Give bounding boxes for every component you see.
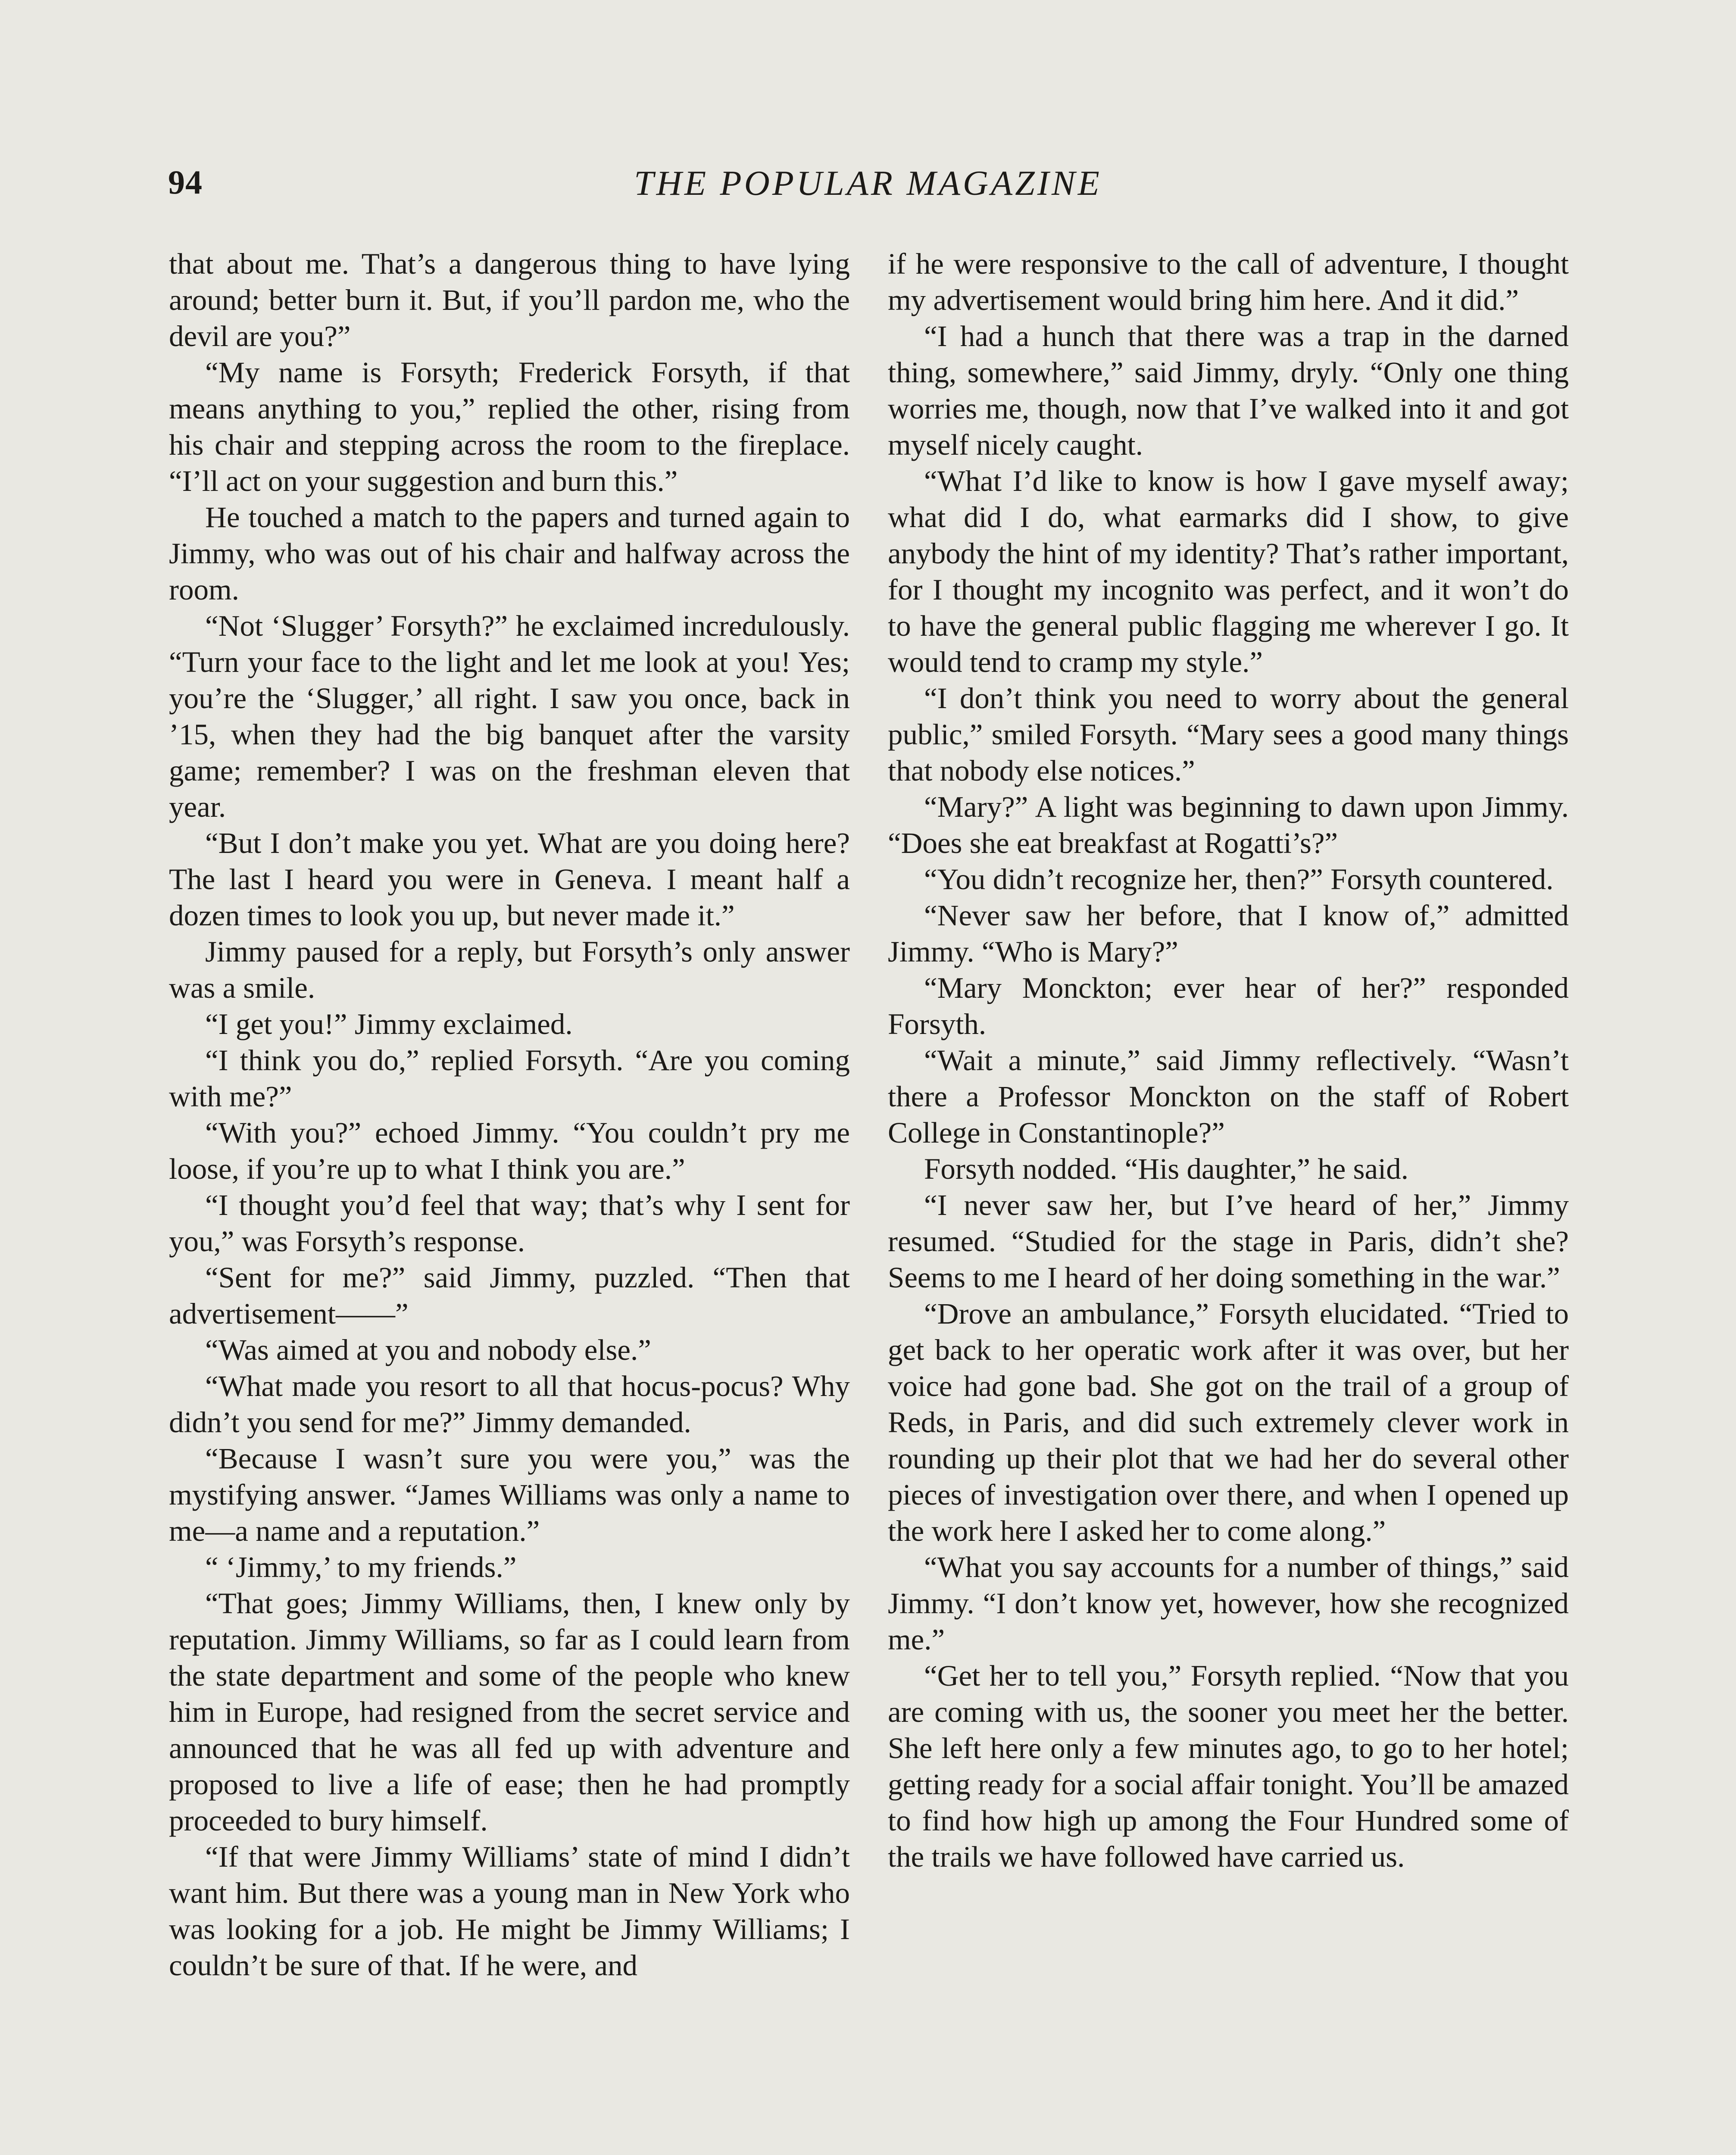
right-column bbox=[888, 246, 1569, 1875]
paragraph: “Mary Monckton; ever hear of her?” responded Forsyth. bbox=[888, 971, 1569, 1040]
paragraph: “What you say accounts for a number of things,” said Jimmy. “I don’t know yet, however, how she recognized me.” bbox=[888, 1551, 1569, 1656]
paragraph: “What made you resort to all that hocus-pocus? Why didn’t you send for me?” Jimmy demanded. bbox=[169, 1370, 850, 1439]
paragraph: Jimmy paused for a reply, but Forsyth’s only answer was a smile. bbox=[169, 935, 850, 1004]
paragraph: “If that were Jimmy Williams’ state of mind I didn’t want him. But there was a young man in New York who was looking for a job. He might be Jimmy Williams; I couldn’t be sure of that. If he were, and bbox=[169, 1840, 850, 1982]
paragraph: “What I’d like to know is how I gave myself away; what did I do, what earmarks did I show, to give anybody the hint of my identity? That’s rather important, for I thought my incognito was perfect, and it won’t do to have the general public flagging me wherever I go. It would tend to cramp my style.” bbox=[888, 465, 1569, 678]
paragraph: “Get her to tell you,” Forsyth replied. “Now that you are coming with us, the sooner you meet her the better. She left here only a few minutes ago, to go to her hotel; getting ready for a social affair tonight. You’ll be amazed to find how high up among the Four Hundred some of the trails we have followed have carried us. bbox=[888, 1659, 1569, 1873]
paragraph: Forsyth nodded. “His daughter,” he said. bbox=[924, 1152, 1409, 1185]
paragraph: “I never saw her, but I’ve heard of her,” Jimmy resumed. “Studied for the stage in Paris, didn’t she? Seems to me I heard of her doing something in the war.” bbox=[888, 1189, 1569, 1294]
left-column bbox=[169, 246, 850, 1983]
paragraph: “I think you do,” replied Forsyth. “Are you coming with me?” bbox=[169, 1044, 850, 1113]
paragraph: “But I don’t make you yet. What are you doing here? The last I heard you were in Geneva. I meant half a dozen times to look you up, but never made it.” bbox=[169, 827, 850, 932]
paragraph: “My name is Forsyth; Frederick Forsyth, if that means anything to you,” replied the other, rising from his chair and stepping across the room to the fireplace. “I’ll act on your suggestion and burn this.” bbox=[169, 356, 850, 497]
paragraph: “Sent for me?” said Jimmy, puzzled. “Then that advertisement——” bbox=[169, 1261, 850, 1330]
paragraph: if he were responsive to the call of adventure, I thought my advertisement would bring him here. And it did.” bbox=[888, 247, 1569, 316]
paragraph: “Not ‘Slugger’ Forsyth?” he exclaimed incredulously. “Turn your face to the light and let me look at you! Yes; you’re the ‘Slugger,’ all right. I saw you once, back in ’15, when they had the big banquet after the varsity game; remember? I was on the freshman eleven that year. bbox=[169, 609, 850, 823]
paragraph: “I don’t think you need to worry about the general public,” smiled Forsyth. “Mary sees a good many things that nobody else notices.” bbox=[888, 682, 1569, 787]
paragraph: “I thought you’d feel that way; that’s why I sent for you,” was Forsyth’s response. bbox=[169, 1189, 850, 1258]
paragraph: “Mary?” A light was beginning to dawn upon Jimmy. “Does she eat breakfast at Rogatti’s?” bbox=[888, 790, 1569, 859]
paragraph: “Was aimed at you and nobody else.” bbox=[205, 1334, 651, 1366]
paragraph: “I had a hunch that there was a trap in the darned thing, somewhere,” said Jimmy, dryly. “Only one thing worries me, though, now that I’ve walked into it and got myself nicely caught. bbox=[888, 320, 1569, 461]
paragraph: “With you?” echoed Jimmy. “You couldn’t pry me loose, if you’re up to what I think you are.” bbox=[169, 1116, 850, 1185]
paragraph: He touched a match to the papers and turned again to Jimmy, who was out of his chair and halfway across the room. bbox=[169, 501, 850, 606]
paragraph: “Wait a minute,” said Jimmy reflectively. “Wasn’t there a Professor Monckton on the staff of Robert College in Constantinople?” bbox=[888, 1044, 1569, 1149]
page-number: 94 bbox=[168, 163, 203, 201]
paragraph: that about me. That’s a dangerous thing to have lying around; better burn it. But, if you’ll pardon me, who the devil are you?” bbox=[169, 247, 850, 353]
paragraph: “ ‘Jimmy,’ to my friends.” bbox=[205, 1551, 517, 1583]
paragraph: “Because I wasn’t sure you were you,” was the mystifying answer. “James Williams was only a name to me—a name and a reputation.” bbox=[169, 1442, 850, 1547]
paragraph: “That goes; Jimmy Williams, then, I knew only by reputation. Jimmy Williams, so far as I could learn from the state department and some of the people who knew him in Europe, had resigned from the secret service and announced that he was all fed up with adventure and proposed to live a life of ease; then he had promptly proceeded to bury himself. bbox=[169, 1587, 850, 1837]
paragraph: “I get you!” Jimmy exclaimed. bbox=[205, 1008, 573, 1040]
paragraph: “Never saw her before, that I know of,” admitted Jimmy. “Who is Mary?” bbox=[888, 899, 1569, 968]
page-header bbox=[168, 163, 1568, 215]
paragraph: “You didn’t recognize her, then?” Forsyth countered. bbox=[924, 863, 1554, 896]
running-head: THE POPULAR MAGAZINE bbox=[634, 163, 1102, 203]
paragraph: “Drove an ambulance,” Forsyth elucidated. “Tried to get back to her operatic work after it was over, but her voice had gone bad. She got on the trail of a group of Reds, in Paris, and did such extremely clever work in rounding up their plot that we had her do several other pieces of investigation over there, and when I opened up the work here I asked her to come along.” bbox=[888, 1297, 1569, 1547]
